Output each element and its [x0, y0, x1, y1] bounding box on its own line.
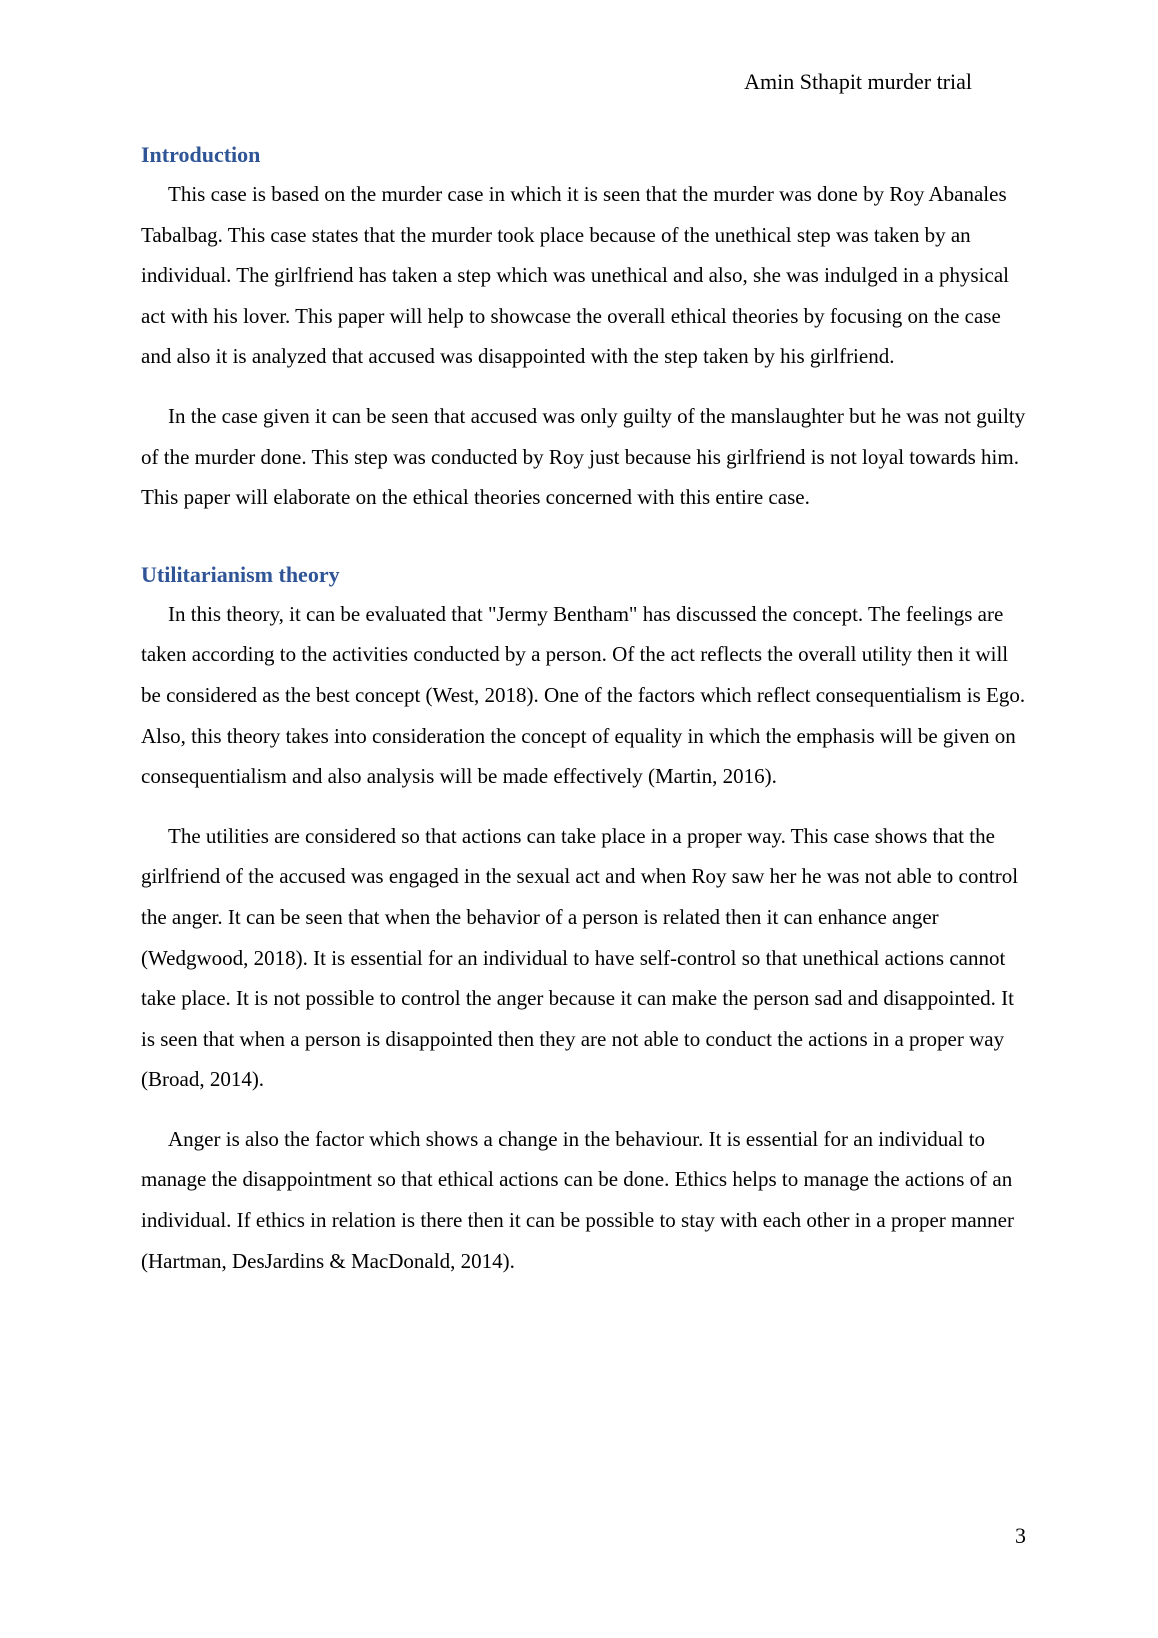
paragraph: Anger is also the factor which shows a change in the behaviour. It is essential for an individual to manage the disappointment so that ethical actions can be done. Ethics helps to manage the actions of an individual. If ethics in relation is there then it can be possible to stay with each other in a proper manner (Hartman, DesJardins & MacDonald, 2014).	[141, 1126, 1014, 1273]
running-header: Amin Sthapit murder trial	[744, 69, 972, 94]
page-number: 3	[1015, 1523, 1026, 1548]
document-body	[141, 136, 1026, 1281]
section-heading-introduction: Introduction	[141, 142, 261, 167]
paragraph: The utilities are considered so that actions can take place in a proper way. This case shows that the girlfriend of the accused was engaged in the sexual act and when Roy saw her he was not able to control the anger. It can be seen that when the behavior of a person is related then it can enhance anger (Wedgwood, 2018). It is essential for an individual to have self-control so that unethical actions cannot take place. It is not possible to control the anger because it can make the person sad and disappointed. It is seen that when a person is disappointed then they are not able to conduct the actions in a proper way (Broad, 2014).	[141, 823, 1019, 1092]
paragraph: This case is based on the murder case in which it is seen that the murder was done by Roy Abanales Tabalbag. This case states that the murder took place because of the unethical step was taken by an individual. The girlfriend has taken a step which was unethical and also, she was indulged in a physical act with his lover. This paper will help to showcase the overall ethical theories by focusing on the case and also it is analyzed that accused was disappointed with the step taken by his girlfriend.	[141, 182, 1009, 369]
paragraph: In this theory, it can be evaluated that "Jermy Bentham" has discussed the concept. The feelings are taken according to the activities conducted by a person. Of the act reflects the overall utility then it will be considered as the best concept (West, 2018). One of the factors which reflect consequentialism is Ego. Also, this theory takes into consideration the concept of equality in which the emphasis will be given on consequentialism and also analysis will be made effectively (Martin, 2016).	[141, 601, 1026, 789]
section-heading-utilitarianism: Utilitarianism theory	[141, 561, 340, 587]
paragraph: In the case given it can be seen that accused was only guilty of the manslaughter but he was not guilty of the murder done. This step was conducted by Roy just because his girlfriend is not loyal towards him. This paper will elaborate on the ethical theories concerned with this entire case.	[141, 403, 1026, 510]
